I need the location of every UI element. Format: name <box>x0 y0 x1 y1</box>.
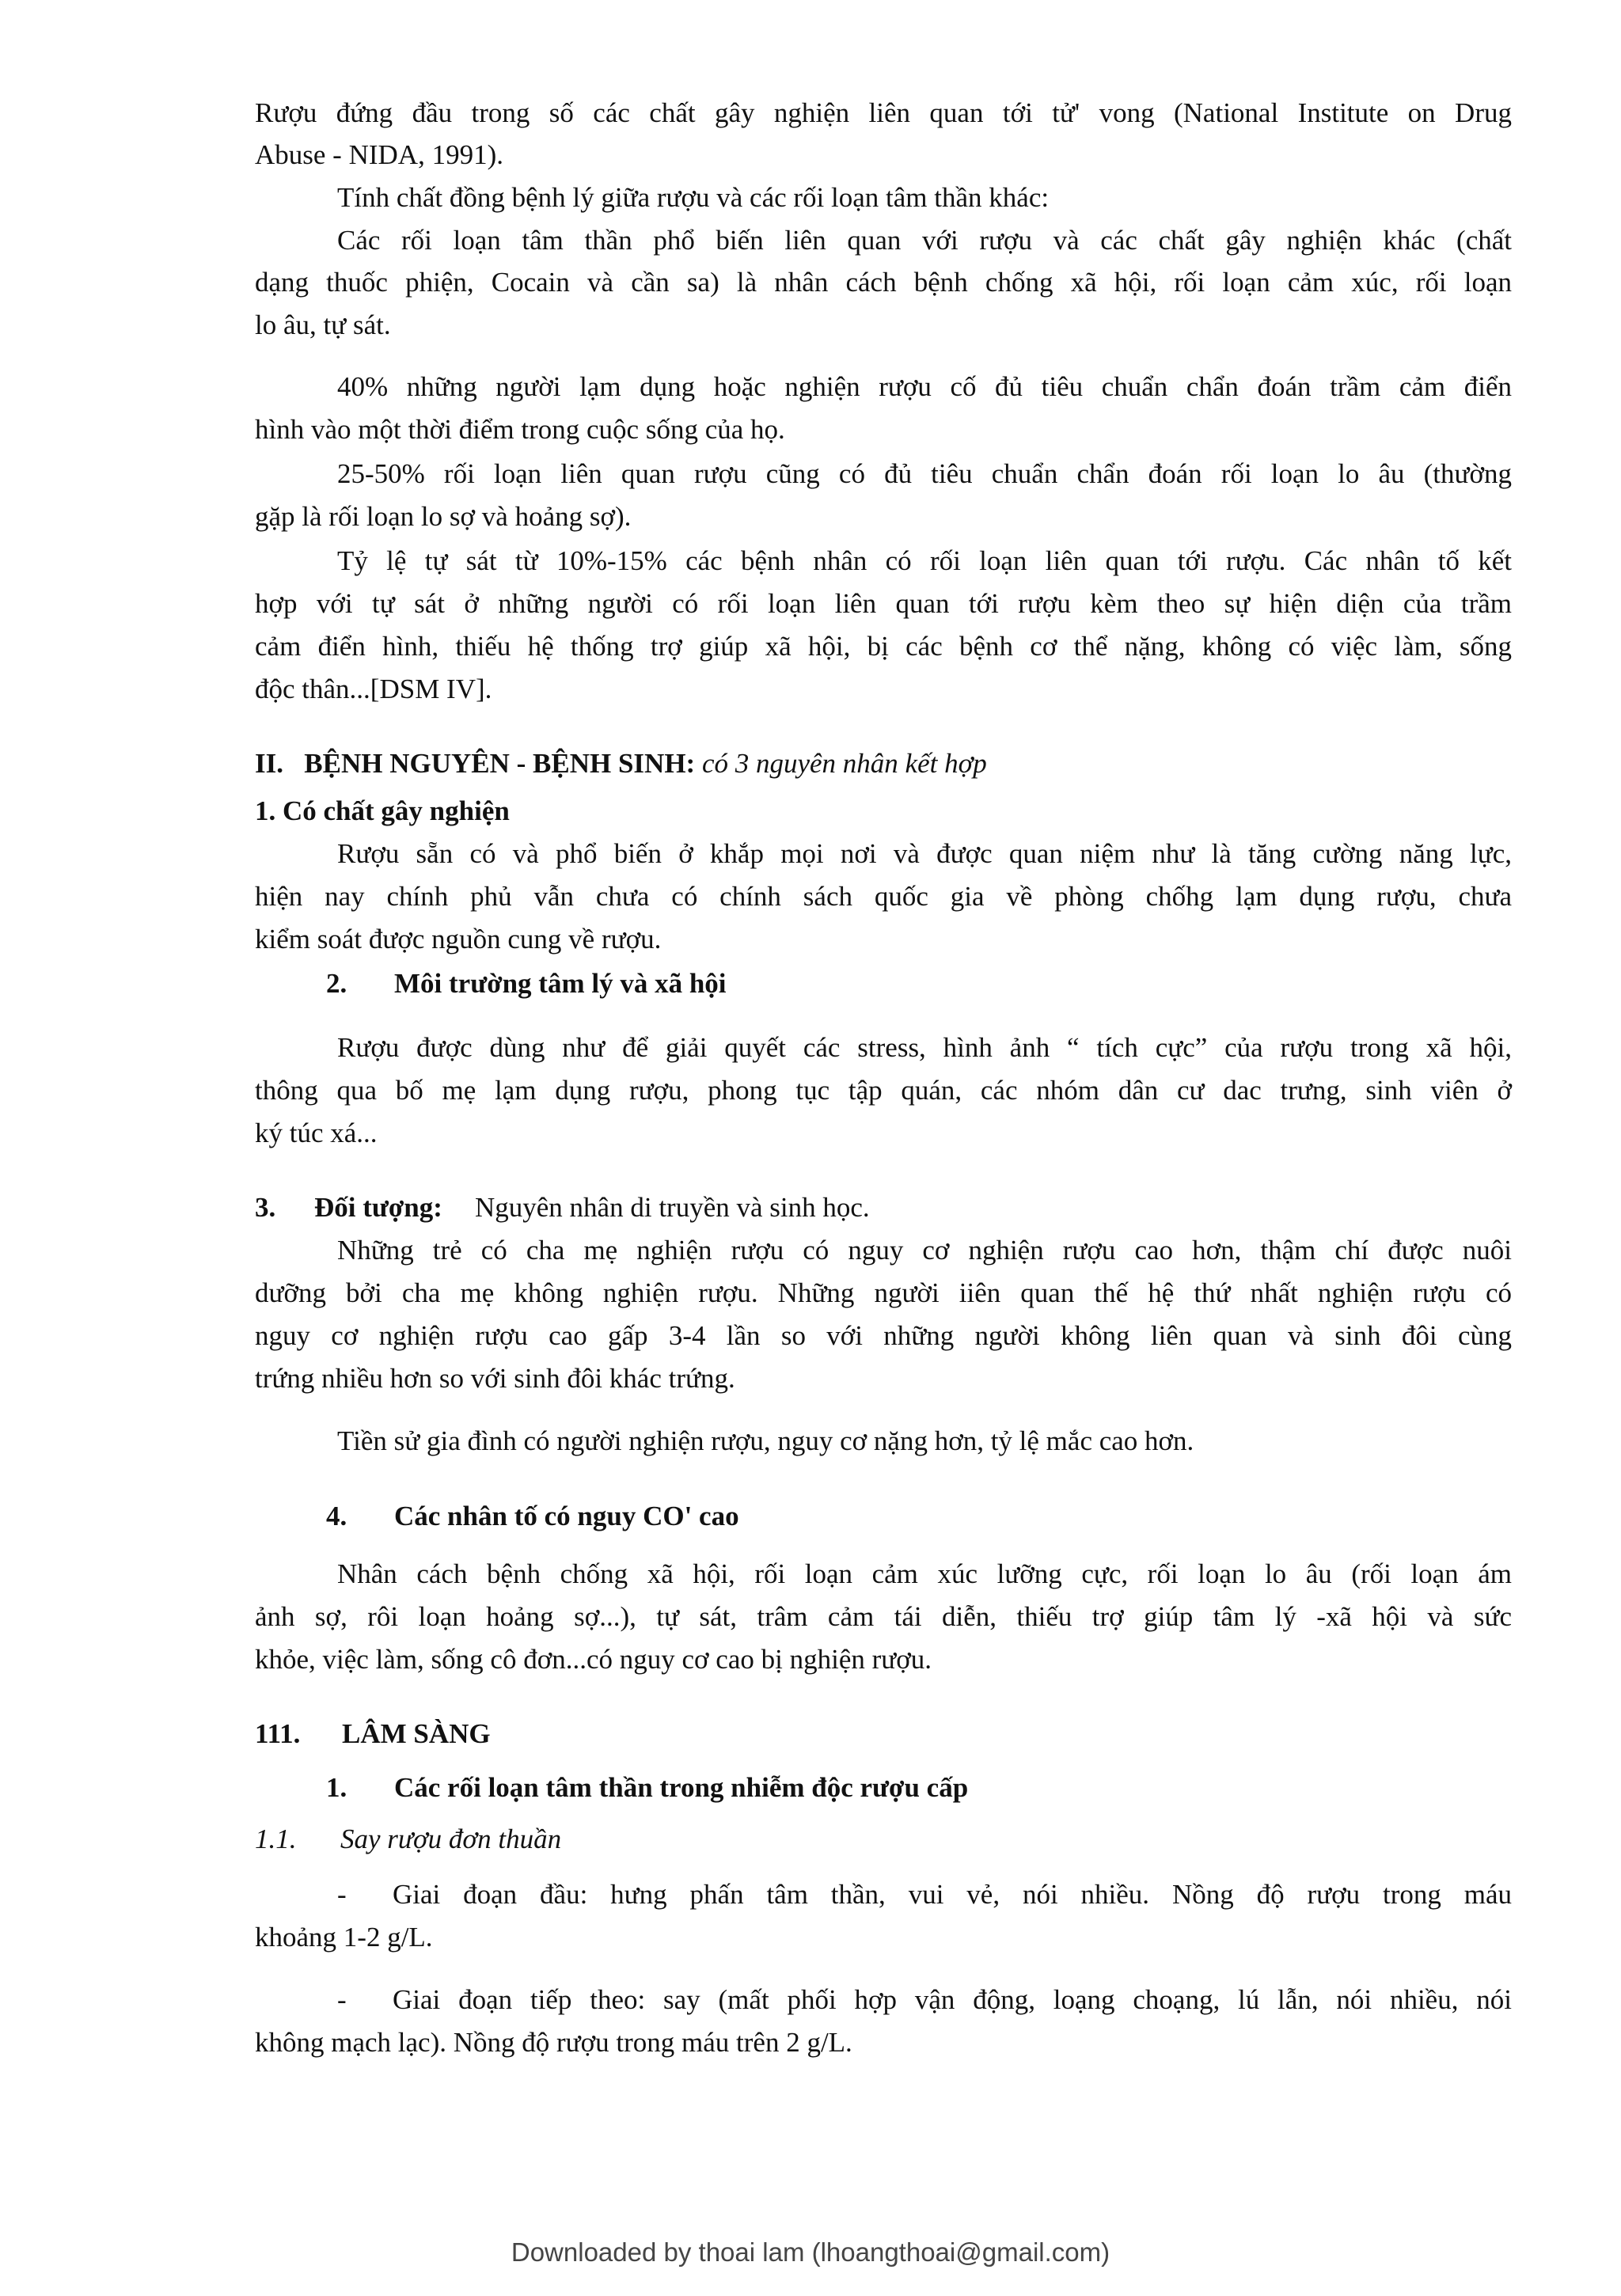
section-subtitle: có 3 nguyên nhân kết hợp <box>701 748 987 779</box>
paragraph-line: hợp với tự sát ở những người có rối loạn liên quan tới rượu kèm theo sự hiện diện của trầm <box>255 588 1512 619</box>
paragraph-line: nguy cơ nghiện rượu cao gấp 3-4 lần so với những người không liên quan và sinh đôi cùng <box>255 1320 1512 1351</box>
paragraph-line: Những trẻ có cha mẹ nghiện rượu có nguy cơ nghiện rượu cao hơn, thậm chí được nuôi <box>337 1235 1512 1266</box>
list-item-line: Giai đoạn đầu: hưng phấn tâm thần, vui vẻ, nói nhiều. Nồng độ rượu trong máu <box>393 1879 1512 1910</box>
section-number: 111. <box>255 1718 301 1749</box>
sub-subsection-heading <box>255 1823 562 1856</box>
paragraph-line: trứng nhiều hơn so với sinh đôi khác trứng. <box>255 1363 735 1394</box>
section-title: LÂM SÀNG <box>342 1718 491 1749</box>
paragraph-line: gặp là rối loạn lo sợ và hoảng sợ). <box>255 501 632 532</box>
section-heading-2 <box>255 747 987 780</box>
paragraph-line: Abuse - NIDA, 1991). <box>255 139 503 170</box>
subsection-title-rest: Nguyên nhân di truyền và sinh học. <box>475 1192 870 1223</box>
paragraph-line: dạng thuốc phiện, Cocain và cần sa) là nhân cách bệnh chống xã hội, rối loạn cảm xúc, rối loạn <box>255 267 1512 298</box>
paragraph-line: hiện nay chính phủ vẫn chưa có chính sách quốc gia về phòng chốhg lạm dụng rượu, chưa <box>255 881 1512 912</box>
subsection-heading <box>326 1771 969 1805</box>
subsection-title: Các rối loạn tâm thần trong nhiễm độc rượu cấp <box>394 1772 969 1803</box>
subsection-heading <box>255 1191 870 1224</box>
paragraph-line: ký túc xá... <box>255 1118 378 1148</box>
section-number: II. <box>255 748 283 779</box>
bullet-marker: - <box>337 1879 347 1910</box>
paragraph-line: Rượu được dùng như để giải quyết các stress, hình ảnh “ tích cực” của rượu trong xã hội, <box>337 1032 1512 1063</box>
paragraph-line: lo âu, tự sát. <box>255 309 391 340</box>
subsection-title: Môi trường tâm lý và xã hội <box>394 968 727 999</box>
subsection-heading: 1. Có chất gây nghiện <box>255 795 510 826</box>
paragraph-line: ảnh sợ, rôi loạn hoảng sợ...), tự sát, trâm cảm tái diễn, thiếu trợ giúp tâm lý -xã hội và sức <box>255 1601 1512 1632</box>
paragraph-line: cảm điển hình, thiếu hệ thống trợ giúp xã hội, bị các bệnh cơ thể nặng, không có việc làm, sống <box>255 631 1512 662</box>
bullet-marker: - <box>337 1984 347 2015</box>
paragraph-line: kiểm soát được nguồn cung về rượu. <box>255 924 662 954</box>
subsection-heading <box>326 1500 739 1533</box>
section-title: BỆNH NGUYÊN - BỆNH SINH: <box>304 748 696 779</box>
download-footer: Downloaded by thoai lam (lhoangthoai@gmail.com) <box>511 2237 1110 2267</box>
list-item-line: Giai đoạn tiếp theo: say (mất phối hợp vận động, loạng choạng, lú lẫn, nói nhiều, nói <box>393 1984 1512 2015</box>
paragraph-line: dưỡng bởi cha mẹ không nghiện rượu. Những người iiên quan thế hệ thứ nhất nghiện rượu có <box>255 1277 1512 1308</box>
subsection-title: Các nhân tố có nguy CO' cao <box>394 1501 739 1531</box>
subsection-number: 4. <box>326 1501 347 1531</box>
paragraph-line: 40% những người lạm dụng hoặc nghiện rượu cố đủ tiêu chuẩn chẩn đoán trầm cảm điển <box>337 371 1512 402</box>
paragraph-line: khỏe, việc làm, sống cô đơn...có nguy cơ cao bị nghiện rượu. <box>255 1644 932 1675</box>
section-heading-3 <box>255 1717 491 1751</box>
sub-subsection-number: 1.1. <box>255 1824 297 1854</box>
paragraph-line: thông qua bố mẹ lạm dụng rượu, phong tục tập quán, các nhóm dân cư dac trưng, sinh viên ở <box>255 1075 1512 1106</box>
subsection-title: Đối tượng: <box>314 1192 442 1223</box>
list-item-line: không mạch lạc). Nồng độ rượu trong máu trên 2 g/L. <box>255 2027 852 2058</box>
subsection-heading <box>326 967 727 1000</box>
paragraph-line: độc thân...[DSM IV]. <box>255 674 492 704</box>
paragraph-line: Tiền sử gia đình có người nghiện rượu, nguy cơ nặng hơn, tỷ lệ mắc cao hơn. <box>337 1425 1194 1456</box>
paragraph-line: Tính chất đồng bệnh lý giữa rượu và các rối loạn tâm thần khác: <box>337 182 1050 213</box>
paragraph-line: hình vào một thời điểm trong cuộc sống của họ. <box>255 414 785 445</box>
list-item-line: khoảng 1-2 g/L. <box>255 1922 433 1953</box>
paragraph-line: Nhân cách bệnh chống xã hội, rối loạn cảm xúc lưỡng cực, rối loạn lo âu (rối loạn ám <box>337 1558 1512 1589</box>
paragraph-line: Rượu sẵn có và phổ biến ở khắp mọi nơi và được quan niệm như là tăng cường năng lực, <box>337 838 1512 869</box>
subsection-number: 2. <box>326 968 347 999</box>
paragraph-line: Các rối loạn tâm thần phổ biến liên quan với rượu và các chất gây nghiện khác (chất <box>337 225 1512 256</box>
paragraph-line: Tỷ lệ tự sát từ 10%-15% các bệnh nhân có rối loạn liên quan tới rượu. Các nhân tố kết <box>337 545 1512 576</box>
paragraph-line: 25-50% rối loạn liên quan rượu cũng có đủ tiêu chuẩn chẩn đoán rối loạn lo âu (thường <box>337 458 1512 489</box>
paragraph-line: Rượu đứng đầu trong số các chất gây nghiện liên quan tới tử' vong (National Institute on Drug <box>255 97 1512 128</box>
sub-subsection-title: Say rượu đơn thuần <box>340 1824 562 1854</box>
subsection-number: 1. <box>326 1772 347 1803</box>
subsection-number: 3. <box>255 1192 276 1223</box>
